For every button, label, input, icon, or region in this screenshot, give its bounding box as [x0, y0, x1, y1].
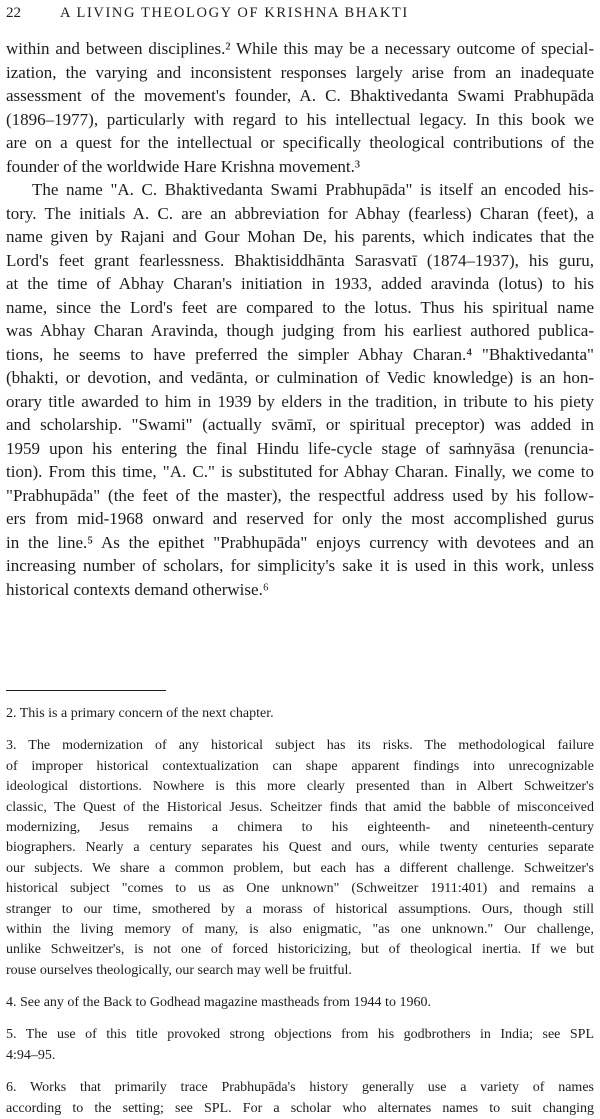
footnote-line: 3. The modernization of any historical subject has its risks. The methodological failure: [6, 738, 594, 754]
footnote-line: our subjects. We share a common problem, but each has a different challenge. Schweitzer's: [6, 860, 594, 876]
running-head: A LIVING THEOLOGY OF KRISHNA BHAKTI: [60, 5, 409, 21]
footnote-line: modernizing, Jesus remains a chimera to his eighteenth- and nineteenth-century: [6, 819, 594, 835]
footnote-line: classic, The Quest of the Historical Jesus. Scheitzer finds that amid the babble of misconceived: [6, 799, 594, 815]
footnote-line: 4. See any of the Back to Godhead magazine mastheads from 1944 to 1960.: [6, 995, 431, 1011]
body-line: 1959 upon his entering the final Hindu life-cycle stage of saṁnyāsa (renuncia-: [6, 438, 594, 458]
body-line: "Prabhupāda" (the feet of the master), the respectful address used by his follow-: [6, 485, 594, 505]
footnote-line: 4:94–95.: [6, 1047, 56, 1063]
paragraph-1: [6, 37, 594, 178]
footnote-line: unlike Schweitzer's, is not one of forced historicizing, but of theological inertia. If we but: [6, 942, 594, 958]
body-line: historical contexts demand otherwise.⁶: [6, 579, 269, 599]
body-line: name, since the Lord's feet are compared to the lotus. Thus his spiritual name: [6, 297, 594, 317]
body-line: assessment of the movement's founder, A. C. Bhaktivedanta Swami Prabhupāda: [6, 86, 594, 105]
paragraph-2: [6, 178, 594, 601]
body-line: are on a quest for the intellectual or specifically theological contributions of the: [6, 133, 594, 152]
footnote-line: stranger to our time, smothered by a morass of historical assumptions. Ours, though still: [6, 901, 594, 917]
body-line: Lord's feet grant fearlessness. Bhaktisiddhānta Sarasvatī (1874–1937), his guru,: [6, 250, 594, 270]
footnote-2: [6, 704, 594, 724]
body-line: increasing number of scholars, for simplicity's sake it is used in this work, unless: [6, 556, 594, 575]
footnote-line: according to the setting; see SPL. For a scholar who alternates names to suit changing: [6, 1100, 594, 1116]
body-line: orary title awarded to him in 1939 by elders in the tradition, in tribute to his piety: [6, 391, 594, 411]
body-line: at the time of Abhay Charan's initiation in 1933, added aravinda (lotus) to his: [6, 274, 594, 293]
footnote-3: [6, 736, 594, 981]
body-line: (1896–1977), particularly with regard to his intellectual legacy. In this book we: [6, 109, 594, 129]
body-text: [6, 37, 594, 601]
body-line: in the line.⁵ As the epithet "Prabhupāda" enjoys currency with devotees and an: [6, 532, 594, 552]
footnote-separator: [6, 690, 166, 691]
body-line: ization, the varying and inconsistent responses largely arise from an inadequate: [6, 62, 594, 82]
body-line: within and between disciplines.² While this may be a necessary outcome of special-: [6, 39, 594, 58]
footnotes: [6, 704, 594, 1119]
body-line: tion). From this time, "A. C." is substituted for Abhay Charan. Finally, we come to: [6, 462, 594, 481]
footnote-4: [6, 993, 594, 1013]
footnote-6: [6, 1078, 594, 1119]
footnote-line: historical subject "comes to us as One unknown" (Schweitzer 1911:401) and remains a: [6, 881, 594, 897]
body-line: (bhakti, or devotion, and vedānta, or culmination of Vedic knowledge) is an hon-: [6, 368, 594, 387]
footnote-line: 6. Works that primarily trace Prabhupāda's history generally use a variety of names: [6, 1080, 594, 1096]
page-header: [6, 2, 594, 24]
body-line: ers from mid-1968 onward and reserved for only the most accomplished gurus: [6, 509, 594, 528]
footnote-5: [6, 1025, 594, 1066]
footnote-line: ideological distortions. Nowhere is this more clearly presented than in Albert Schweitzer's: [6, 779, 594, 795]
footnote-line: within the living memory of many, is also enigmatic, "as one unknown." Our challenge,: [6, 921, 594, 937]
footnote-line: rouse ourselves theologically, our search may well be fruitful.: [6, 962, 352, 978]
footnote-line: biographers. Nearly a century separates his Quest and ours, while twenty centuries separate: [6, 840, 594, 856]
body-line: was Abhay Charan Aravinda, though judging from his earliest authored publica-: [6, 321, 594, 340]
body-line: The name "A. C. Bhaktivedanta Swami Prabhupāda" is itself an encoded his-: [32, 180, 594, 199]
body-line: tory. The initials A. C. are an abbreviation for Abhay (fearless) Charan (feet), a: [6, 203, 594, 223]
footnote-line: 2. This is a primary concern of the next chapter.: [6, 706, 274, 721]
body-line: founder of the worldwide Hare Krishna movement.³: [6, 156, 360, 176]
footnote-line: 5. The use of this title provoked strong objections from his godbrothers in India; see SPL: [6, 1027, 594, 1043]
body-line: name given by Rajani and Gour Mohan De, his parents, which indicates that the: [6, 227, 594, 246]
body-line: tions, he seems to have preferred the simpler Abhay Charan.⁴ "Bhaktivedanta": [6, 344, 594, 364]
footnote-line: of improper historical contextualization can shape apparent findings into unrecognizable: [6, 758, 594, 774]
body-line: and scholarship. "Swami" (actually svāmī, or spiritual preceptor) was added in: [6, 415, 594, 434]
page-number: 22: [6, 5, 21, 21]
